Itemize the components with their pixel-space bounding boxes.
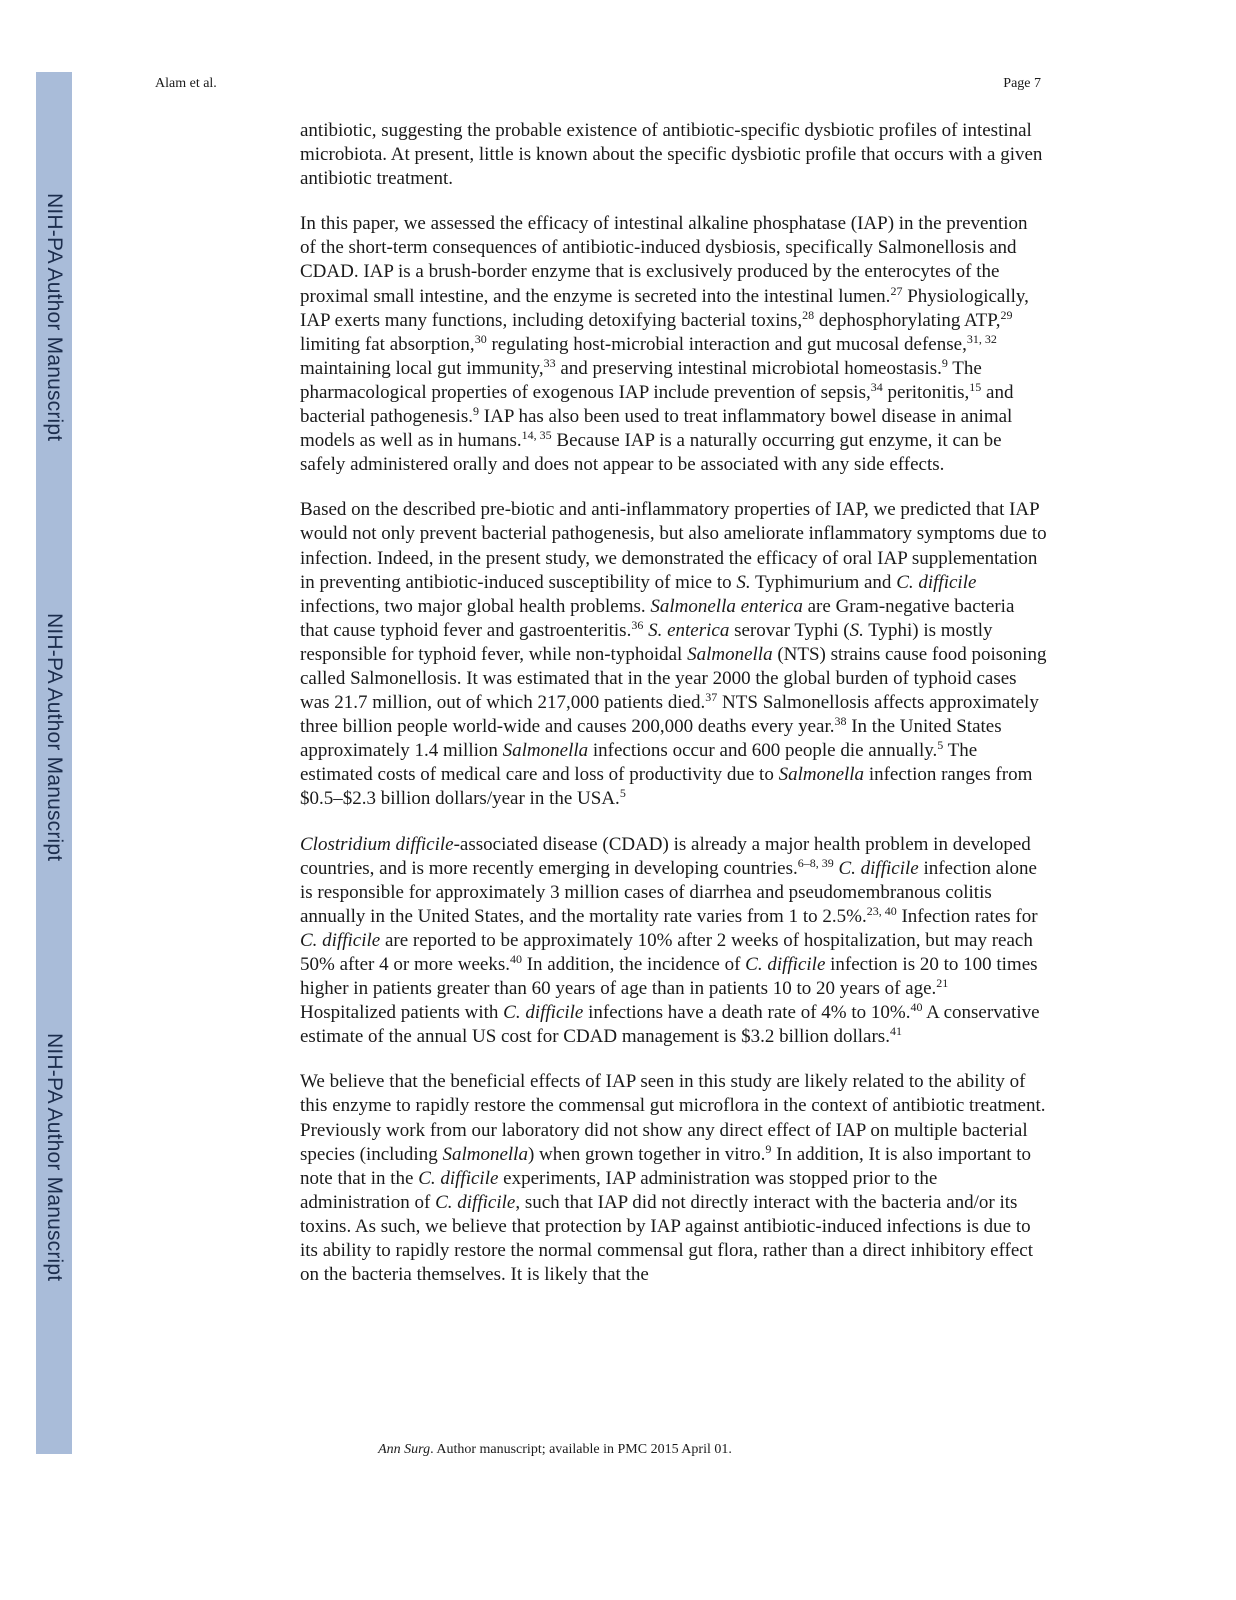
text-run: In this paper, we assessed the efficacy of intestinal alkaline phosphatase (IAP) in the prevention of the short-term consequences of antibiotic-induced dysbiosis, specifically Salmonellosis and CDAD. IAP is a brush-border enzyme that is exclusively produced by the enterocytes of the proximal small intestine, and the enzyme is secreted into the intestinal lumen. — [300, 213, 1028, 307]
italic-term: Salmonella — [442, 1143, 528, 1165]
text-run: and preserving intestinal microbiotal homeostasis. — [555, 357, 942, 379]
citation-ref: 31, 32 — [966, 331, 997, 346]
page-number: Page 7 — [1003, 76, 1041, 91]
italic-term: C. difficile — [435, 1191, 516, 1213]
sidebar-label: NIH-PA Author Manuscript — [43, 192, 66, 442]
manuscript-sidebar — [36, 72, 72, 1454]
citation-ref: 30 — [474, 331, 487, 346]
text-run: are Gram-negative bacteria that cause typhoid fever and gastroenteritis. — [300, 595, 1015, 641]
italic-term: C. difficile — [838, 857, 919, 879]
citation-ref: 41 — [889, 1024, 902, 1039]
text-run: infections occur and 600 people die annually. — [588, 740, 938, 762]
citation-ref: 9 — [765, 1141, 772, 1156]
text-run: infection is 20 to 100 times higher in patients greater than 60 years of age than in patients 10 to 20 years of age. — [300, 954, 1038, 1000]
text-run: ) when grown together in vitro. — [527, 1143, 766, 1165]
italic-term: C. difficile — [745, 954, 826, 975]
text-run: The pharmacological properties of exogenous IAP include prevention of sepsis, — [300, 357, 982, 403]
text-run: infection alone is responsible for approximately 3 million cases of diarrhea and pseudomembranous colitis annually in the United States, and the mortality rate varies from 1 to 2.5%. — [300, 857, 1037, 927]
citation-ref: 5 — [937, 738, 944, 753]
text-run: NTS Salmonellosis affects approximately three billion people world-wide and causes 200,000 deaths every year. — [300, 692, 1039, 738]
italic-term: Salmonella enterica — [650, 595, 803, 617]
text-run: antibiotic, suggesting the probable existence of antibiotic-specific dysbiotic profiles of intestinal microbiota. At present, little is known about the specific dysbiotic profile that occurs with a given antibiotic treatment. — [300, 120, 1043, 190]
text-run: A conservative estimate of the annual US cost for CDAD management is $3.2 billion dollars. — [300, 1002, 1040, 1048]
citation-ref: 14, 35 — [521, 428, 552, 443]
sidebar-label: NIH-PA Author Manuscript — [43, 1032, 66, 1282]
citation-ref: 9 — [941, 355, 948, 370]
italic-term: Clostridium difficile — [300, 833, 454, 855]
italic-term: Salmonella — [778, 764, 865, 786]
citation-ref: 27 — [890, 283, 903, 298]
citation-ref: 15 — [969, 379, 982, 394]
citation-ref: 34 — [870, 379, 883, 394]
citation-ref: 36 — [631, 617, 644, 632]
citation-ref: 21 — [936, 976, 949, 991]
text-run: infection ranges from $0.5–$2.3 billion dollars/year in the USA. — [300, 764, 1033, 810]
text-run: In addition, the incidence of — [521, 954, 746, 975]
text-run: infections have a death rate of 4% to 10%. — [583, 1002, 911, 1024]
paragraph — [300, 498, 1047, 811]
text-run: Infection rates for — [896, 905, 1038, 927]
footer-citation — [0, 1442, 1110, 1458]
text-run: maintaining local gut immunity, — [300, 357, 544, 379]
text-run: infections, two major global health problems. — [300, 595, 651, 617]
footer-text: . Author manuscript; available in PMC 2015 April 01. — [430, 1442, 732, 1457]
text-run: Typhimurium and — [750, 571, 897, 593]
italic-term: C. difficile — [896, 571, 977, 593]
text-run: experiments, IAP administration was stopped prior to the administration of — [300, 1167, 938, 1213]
italic-term: C. difficile — [300, 929, 381, 951]
citation-ref: 6–8, 39 — [797, 855, 834, 870]
text-run: In the United States approximately 1.4 million — [300, 716, 1002, 762]
citation-ref: 38 — [834, 714, 847, 729]
text-run: are reported to be approximately 10% after 2 weeks of hospitalization, but may reach 50% after 4 or more weeks. — [300, 929, 1033, 975]
running-header-authors: Alam et al. — [155, 76, 217, 91]
italic-term: C. difficile — [418, 1167, 499, 1189]
text-run: (NTS) strains cause food poisoning called Salmonellosis. It was estimated that in the year 2000 the global burden of typhoid cases was 21.7 million, out of which 217,000 patients died. — [300, 643, 1047, 714]
text-run: Physiologically, IAP exerts many functions, including detoxifying bacterial toxins, — [300, 285, 1029, 331]
text-run: Hospitalized patients with — [300, 1002, 504, 1024]
text-run: IAP has also been used to treat inflammatory bowel disease in animal models as well as in humans. — [300, 406, 1013, 452]
citation-ref: 9 — [473, 404, 480, 419]
text-run: limiting fat absorption, — [300, 333, 475, 355]
text-run: dephosphorylating ATP, — [814, 309, 1001, 331]
italic-term: S. — [849, 619, 864, 641]
text-run: , such that IAP did not directly interact with the bacteria and/or its toxins. As such, we believe that protection by IAP against antibiotic-induced infections is due to its ability to rapidly restore the normal commensal gut flora, rather than a direct inhibitory effect on the bacteria themselves. It is likely that the — [300, 1191, 1034, 1286]
citation-ref: 28 — [802, 307, 815, 322]
text-run: We believe that the beneficial effects of IAP seen in this study are likely related to the ability of this enzyme to rapidly restore the commensal gut microflora in the context of antibiotic treatment. Previously work from our laboratory did not show any direct effect of IAP on multiple bacterial species (including — [300, 1071, 1046, 1165]
sidebar-label: NIH-PA Author Manuscript — [43, 612, 66, 862]
text-run: serovar Typhi ( — [729, 619, 850, 641]
text-run: and bacterial pathogenesis. — [300, 381, 1014, 428]
text-run: peritonitis, — [882, 381, 970, 403]
citation-ref: 29 — [1000, 307, 1013, 322]
citation-ref: 40 — [910, 1000, 923, 1015]
italic-term: S. — [736, 571, 751, 593]
text-run: Because IAP is a naturally occurring gut enzyme, it can be safely administered orally and does not appear to be associated with any side effects. — [300, 430, 1002, 476]
paragraph — [300, 212, 1047, 477]
paragraph — [300, 833, 1047, 1050]
text-run: In addition, It is also important to note that in the — [300, 1143, 1032, 1189]
document-body — [300, 119, 1047, 1308]
text-run: The estimated costs of medical care and loss of productivity due to — [300, 740, 978, 786]
paragraph — [300, 1070, 1047, 1287]
italic-term: C. difficile — [503, 1002, 584, 1024]
citation-ref: 37 — [705, 690, 718, 705]
italic-term: Salmonella — [502, 740, 589, 762]
paragraph — [300, 119, 1047, 191]
text-run: Based on the described pre-biotic and anti-inflammatory properties of IAP, we predicted that IAP would not only prevent bacterial pathogenesis, but also ameliorate inflammatory symptoms due to infection. Indeed, in the present study, we demonstrated the efficacy of oral IAP supplementation in preventing antibiotic-induced susceptibility of mice to — [300, 499, 1047, 593]
italic-term: S. enterica — [648, 619, 730, 641]
citation-ref: 5 — [619, 786, 626, 801]
citation-ref: 33 — [543, 355, 556, 370]
italic-term: Salmonella — [687, 643, 773, 665]
citation-ref: 23, 40 — [866, 903, 897, 918]
text-run: -associated disease (CDAD) is already a major health problem in developed countries, and is more recently emerging in developing countries. — [300, 833, 1031, 879]
text-run: Typhi) is mostly responsible for typhoid fever, while non-typhoidal — [300, 619, 993, 665]
citation-ref: 40 — [509, 952, 522, 966]
text-run: regulating host-microbial interaction and gut mucosal defense, — [486, 333, 967, 355]
journal-name: Ann Surg — [378, 1442, 431, 1457]
